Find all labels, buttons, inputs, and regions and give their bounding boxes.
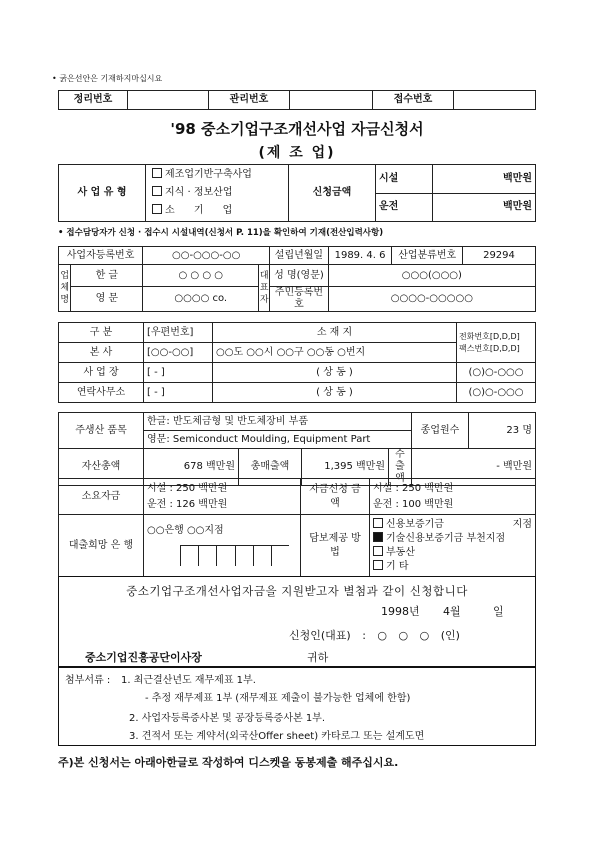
attachments-label: 첨부서류 : xyxy=(65,675,111,686)
collateral-option[interactable]: 기술신용보증기금 부천지점 xyxy=(373,532,532,546)
address-row-addr[interactable]: ( 상 동 ) xyxy=(213,383,457,403)
biz-type-table xyxy=(58,164,536,222)
bizno-label: 사업자등록번호 xyxy=(59,247,143,265)
founded-value[interactable]: 1989. 4. 6 xyxy=(328,247,392,265)
attachment-item: 2. 사업자등록증사본 및 공장등록증사본 1부. xyxy=(129,713,326,724)
bank-label: 대출희망 은 행 xyxy=(59,515,144,577)
funding-table xyxy=(58,478,536,577)
facility-unit[interactable]: 백만원 xyxy=(433,165,536,194)
account-digit-box[interactable] xyxy=(272,546,289,566)
checkbox-icon[interactable] xyxy=(152,186,162,196)
address-row-addr[interactable]: ○○도 ○○시 ○○구 ○○동 ○번지 xyxy=(213,343,457,363)
declaration-year[interactable]: 1998년 xyxy=(381,605,420,618)
biz-option-1[interactable]: 제조업기반구축사업 xyxy=(152,166,282,184)
sales-value[interactable]: 1,395 백만원 xyxy=(302,449,389,486)
industry-label: 산업분류번호 xyxy=(392,247,463,265)
rep-name-label: 성 명(영문) xyxy=(270,265,329,287)
rep-name-value[interactable]: ○○○(○○○) xyxy=(328,265,535,287)
facility-label: 시설 xyxy=(376,165,433,194)
product-kor[interactable]: 한글: 반도체금형 및 반도체장비 부품 xyxy=(144,413,412,431)
rep-id-label: 주민등록번호 xyxy=(270,287,329,312)
eng-name-label: 영 문 xyxy=(71,287,143,312)
addr-header: 소 재 지 xyxy=(213,323,457,343)
staff-note: • 접수담당자가 신청 · 접수시 시설내역(신청서 P. 11)을 확인하여 기재(전산입력사항) xyxy=(58,228,384,238)
checkbox-icon[interactable] xyxy=(373,546,383,556)
biz-type-label: 사 업 유 형 xyxy=(59,165,146,222)
page-subtitle: (제 조 업) xyxy=(258,145,336,161)
rep-group: 대 표 자 xyxy=(259,265,270,312)
rep-id-value[interactable]: ○○○○-○○○○○ xyxy=(328,287,535,312)
mgmt-number-field[interactable] xyxy=(290,91,373,110)
account-digit-box[interactable] xyxy=(181,546,199,566)
employee-label: 종업원수 xyxy=(412,413,469,449)
address-row-label: 본 사 xyxy=(59,343,144,363)
applicant-line[interactable]: 신청인(대표) : ○ ○ ○ (인) xyxy=(289,629,460,642)
required-funds-label: 소요자금 xyxy=(59,479,144,515)
product-table xyxy=(58,412,536,486)
collateral-option[interactable]: 기 타 xyxy=(373,560,532,574)
biz-option-3[interactable]: 소 기 업 xyxy=(152,202,282,220)
address-row-tel[interactable]: (○)○-○○○ xyxy=(457,363,536,383)
reg-number-field[interactable] xyxy=(128,91,209,110)
account-digit-box[interactable] xyxy=(199,546,217,566)
company-table xyxy=(58,246,536,312)
declaration-text: 중소기업구조개선사업자금을 지원받고자 별첨과 같이 신청합니다 xyxy=(126,584,468,598)
account-digit-box[interactable] xyxy=(254,546,272,566)
attachment-item: 3. 견적서 또는 계약서(외국산Offer sheet) 카타로그 또는 설계도면 xyxy=(129,731,425,742)
eng-name-value[interactable]: ○○○○ co. xyxy=(143,287,259,312)
apply-amount-label: 자금신청 금 액 xyxy=(301,479,370,515)
address-row-addr[interactable]: ( 상 동 ) xyxy=(213,363,457,383)
account-digit-row xyxy=(180,545,289,566)
attachments-block xyxy=(58,666,536,746)
address-row-zip[interactable]: [○○-○○] xyxy=(144,343,213,363)
numbering-row xyxy=(58,90,536,110)
attachment-item: 1. 최근결산년도 재무제표 1부. xyxy=(121,675,256,686)
kor-name-value[interactable]: ○ ○ ○ ○ xyxy=(143,265,259,287)
declaration-block xyxy=(58,576,536,668)
mgmt-number-label: 관리번호 xyxy=(209,91,290,110)
address-row-label: 연락사무소 xyxy=(59,383,144,403)
footer-note: 주)본 신청서는 아래아한글로 작성하여 디스켓을 동봉제출 해주십시요. xyxy=(58,756,399,769)
required-funds-value[interactable]: 시설 : 250 백만원 운전 : 126 백만원 xyxy=(144,479,301,515)
checkbox-icon[interactable] xyxy=(152,204,162,214)
operating-label: 운전 xyxy=(376,193,433,222)
checkbox-icon[interactable] xyxy=(152,168,162,178)
collateral-option[interactable]: 부동산 xyxy=(373,546,532,560)
industry-value[interactable]: 29294 xyxy=(462,247,535,265)
zip-header: [우편번호] xyxy=(144,323,213,343)
assets-label: 자산총액 xyxy=(59,449,144,486)
bank-value: ○○은행 ○○지점 xyxy=(147,525,224,536)
tel-header: 전화번호[D,D,D] 팩스번호[D,D,D] xyxy=(457,323,536,363)
bank-value-cell[interactable] xyxy=(144,515,301,577)
address-table xyxy=(58,322,536,403)
biz-option-2[interactable]: 지식 · 정보산업 xyxy=(152,184,282,202)
address-row-zip[interactable]: [ - ] xyxy=(144,363,213,383)
collateral-label: 담보제공 방 법 xyxy=(301,515,370,577)
top-note: • 굵은선안은 기재하지마십시요 xyxy=(52,74,163,83)
page-title: '98 중소기업구조개선사업 자금신청서 xyxy=(170,120,424,138)
checkbox-checked-icon[interactable] xyxy=(373,532,383,542)
founded-label: 설립년월일 xyxy=(270,247,329,265)
kor-name-label: 한 글 xyxy=(71,265,143,287)
address-row-label: 사 업 장 xyxy=(59,363,144,383)
collateral-options xyxy=(370,515,536,577)
bizno-value[interactable]: ○○-○○○-○○ xyxy=(143,247,270,265)
account-digit-box[interactable] xyxy=(236,546,254,566)
div-header: 구 분 xyxy=(59,323,144,343)
attachment-item: - 추정 재무제표 1부 (재무제표 제출이 불가능한 업체에 한함) xyxy=(145,693,411,704)
recv-number-label: 접수번호 xyxy=(373,91,454,110)
employee-value[interactable]: 23 명 xyxy=(469,413,536,449)
product-eng[interactable]: 영문: Semiconduct Moulding, Equipment Part xyxy=(144,431,412,449)
bank-account-boxes[interactable] xyxy=(144,545,300,565)
export-value[interactable]: - 백만원 xyxy=(412,449,536,486)
address-row-zip[interactable]: [ - ] xyxy=(144,383,213,403)
declaration-month[interactable]: 4월 xyxy=(443,605,461,618)
account-digit-box[interactable] xyxy=(217,546,235,566)
recipient: 중소기업진흥공단이사장 xyxy=(85,651,202,664)
amount-label: 신청금액 xyxy=(289,165,376,222)
checkbox-icon[interactable] xyxy=(373,518,383,528)
declaration-day[interactable]: 일 xyxy=(493,605,504,618)
collateral-option[interactable]: 신용보증기금 지점 xyxy=(373,518,532,532)
company-name-group: 업 체 명 xyxy=(59,265,71,312)
assets-value[interactable]: 678 백만원 xyxy=(144,449,239,486)
sales-label: 총매출액 xyxy=(239,449,302,486)
operating-unit[interactable]: 백만원 xyxy=(433,193,536,222)
export-label: 수출액 xyxy=(389,449,412,486)
product-label: 주생산 품목 xyxy=(59,413,144,449)
recipient-tail: 귀하 xyxy=(307,651,329,664)
recv-number-field[interactable] xyxy=(454,91,536,110)
reg-number-label: 정리번호 xyxy=(59,91,128,110)
checkbox-icon[interactable] xyxy=(373,560,383,570)
apply-amount-value[interactable]: 시설 : 250 백만원 운전 : 100 백만원 xyxy=(370,479,536,515)
biz-type-options xyxy=(146,165,289,222)
address-row-tel[interactable]: (○)○-○○○ xyxy=(457,383,536,403)
